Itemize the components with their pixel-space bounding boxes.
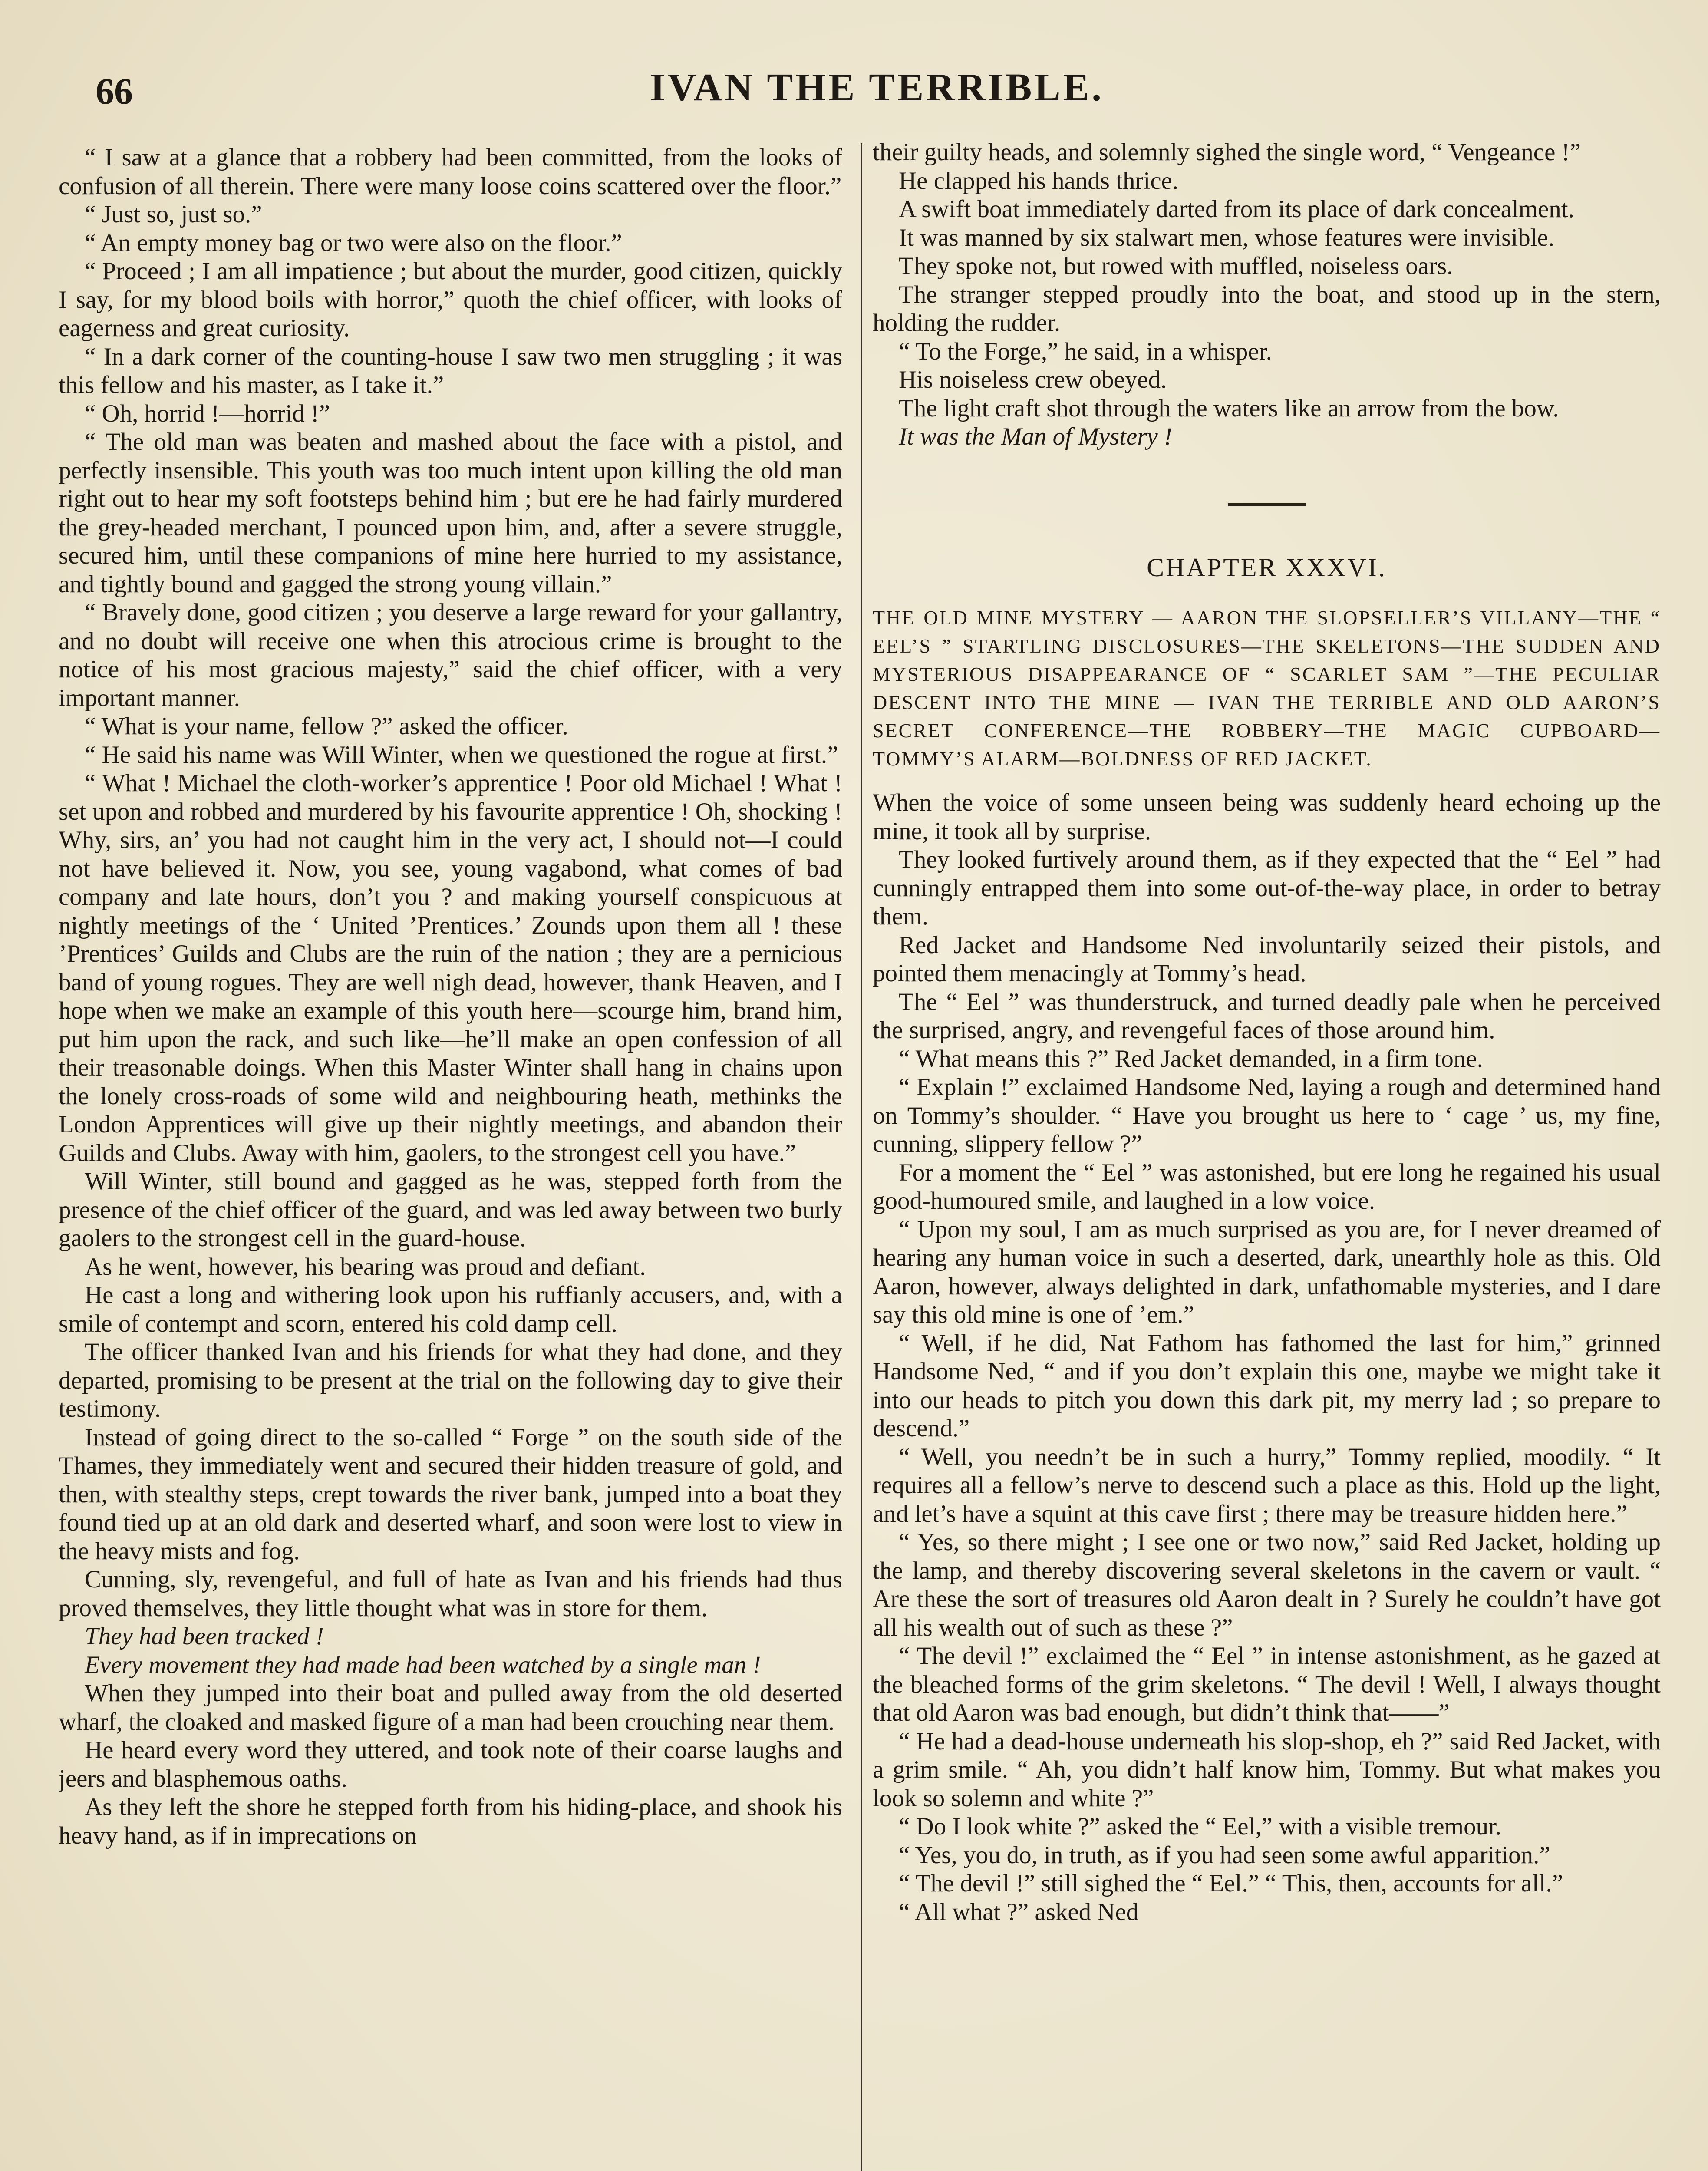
left-column	[59, 143, 842, 2171]
paragraph: “ What means this ?” Red Jacket demanded, in a firm tone.	[899, 1045, 1483, 1072]
right-column-body	[873, 789, 1661, 1926]
paragraph: “ He had a dead-house underneath his slop-shop, eh ?” said Red Jacket, with a grim smile. “ Ah, you didn’t half know him, Tommy. But what makes you look so solemn and white ?”	[873, 1727, 1661, 1812]
paragraph: “ Bravely done, good citizen ; you deserve a large reward for your gallantry, and no doubt will receive one when this atrocious crime is brought to the notice of his most gracious majesty,” said the chief officer, with a very important manner.	[59, 599, 842, 712]
paragraph: They had been tracked !	[85, 1623, 324, 1650]
section-separator	[1228, 503, 1306, 506]
paragraph: “ I saw at a glance that a robbery had been committed, from the looks of confusion of all therein. There were many loose coins scattered over the floor.”	[59, 144, 842, 200]
paragraph: their guilty heads, and solemnly sighed the single word, “ Vengeance !”	[873, 139, 1581, 166]
paragraph: “ Well, if he did, Nat Fathom has fathomed the last for him,” grinned Handsome Ned, “ and if you don’t explain this one, maybe we might take it into our heads to pitch you down this dark pit, my merry lad ; so prepare to descend.”	[873, 1329, 1661, 1442]
paragraph: “ Yes, so there might ; I see one or two now,” said Red Jacket, holding up the lamp, and thereby discovering several skeletons in the cavern or vault. “ Are these the sort of treasures old Aaron dealt in ? Surely he couldn’t have got all his wealth out of such as these ?”	[873, 1528, 1661, 1641]
paragraph: A swift boat immediately darted from its place of dark concealment.	[899, 195, 1574, 223]
paragraph: “ All what ?” asked Ned	[899, 1898, 1139, 1926]
paragraph: “ Yes, you do, in truth, as if you had seen some awful apparition.”	[899, 1841, 1550, 1869]
paragraph: He heard every word they uttered, and took note of their coarse laughs and jeers and blasphemous oaths.	[59, 1736, 842, 1792]
paragraph: He clapped his hands thrice.	[899, 167, 1179, 195]
page-number: 66	[96, 70, 133, 112]
paragraph: “ An empty money bag or two were also on the floor.”	[85, 229, 622, 257]
paragraph: When they jumped into their boat and pulled away from the old deserted wharf, the cloaked and masked figure of a man had been crouching near them.	[59, 1679, 842, 1735]
paragraph: “ The devil !” still sighed the “ Eel.” “ This, then, accounts for all.”	[899, 1870, 1563, 1897]
paragraph: The stranger stepped proudly into the boat, and stood up in the stern, holding the rudder.	[873, 280, 1661, 337]
paragraph: “ He said his name was Will Winter, when we questioned the rogue at first.”	[85, 741, 838, 769]
paragraph: As they left the shore he stepped forth from his hiding-place, and shook his heavy hand, as if in imprecations on	[59, 1793, 842, 1849]
chapter-heading: CHAPTER XXXVI.	[1147, 553, 1387, 582]
paragraph: “ Proceed ; I am all impatience ; but about the murder, good citizen, quickly I say, for my blood boils with horror,” quoth the chief officer, with looks of eagerness and great curiosity.	[59, 257, 842, 342]
paragraph: He cast a long and withering look upon his ruffianly accusers, and, with a smile of contempt and scorn, entered his cold damp cell.	[59, 1281, 842, 1337]
paragraph: “ Do I look white ?” asked the “ Eel,” with a visible tremour.	[899, 1813, 1502, 1840]
paragraph: They spoke not, but rowed with muffled, noiseless oars.	[899, 252, 1453, 280]
paragraph: “ The devil !” exclaimed the “ Eel ” in intense astonishment, as he gazed at the bleached forms of the grim skeletons. “ The devil ! Well, I always thought that old Aaron was bad enough, but didn’t think that——”	[873, 1642, 1661, 1726]
paragraph: “ Well, you needn’t be in such a hurry,” Tommy replied, moodily. “ It requires all a fellow’s nerve to descend such a place as this. Hold up the light, and let’s have a squint at this cave first ; there may be treasure hidden here.”	[873, 1443, 1661, 1528]
chapter-synopsis: THE OLD MINE MYSTERY — AARON THE SLOPSELLER’S VILLANY—THE “ EEL’S ” STARTLING DISCLOSURES—THE SKELETONS—THE SUDDEN AND MYSTERIOUS DISAPPEARANCE OF “ SCARLET SAM ”—THE PECULIAR DESCENT INTO THE MINE — IVAN THE TERRIBLE AND OLD AARON’S SECRET CONFERENCE—THE ROBBERY—THE MAGIC CUPBOARD—TOMMY’S ALARM—BOLDNESS OF RED JACKET.	[873, 607, 1661, 770]
paragraph: “ To the Forge,” he said, in a whisper.	[899, 337, 1272, 365]
paragraph: “ Just so, just so.”	[85, 201, 262, 228]
paragraph: The officer thanked Ivan and his friends for what they had done, and they departed, promising to be present at the trial on the following day to give their testimony.	[59, 1338, 842, 1422]
paragraph: “ What ! Michael the cloth-worker’s apprentice ! Poor old Michael ! What ! set upon and robbed and murdered by his favourite apprentice ! Oh, shocking ! Why, sirs, an’ you had not caught him in the very act, I should not—I could not have believed it. Now, you see, young vagabond, what comes of bad company and late hours, don’t you ? and making yourself conspicuous at nightly meetings of the ‘ United ’Prentices.’ Zounds upon them all ! these ’Prentices’ Guilds and Clubs are the ruin of the nation ; they are a pernicious band of young rogues. They are well nigh dead, however, thank Heaven, and I hope when we make an example of this youth here—scourge him, brand him, put him upon the rack, and such like—he’ll make an open confession of all their treasonable doings. When this Master Winter shall hang in chains upon the lonely cross-roads of some wild and neighbouring heath, methinks the London Apprentices will give up their nightly meetings, and abandon their Guilds and Clubs. Away with him, gaolers, to the strongest cell you have.”	[59, 769, 842, 1167]
paragraph: “ What is your name, fellow ?” asked the officer.	[85, 713, 568, 740]
paragraph: Every movement they had made had been watched by a single man !	[85, 1651, 761, 1679]
page-header	[87, 65, 1667, 117]
paragraph: When the voice of some unseen being was suddenly heard echoing up the mine, it took all by surprise.	[873, 789, 1661, 845]
paragraph: “ In a dark corner of the counting-house I saw two men struggling ; it was this fellow and his master, as I take it.”	[59, 343, 842, 399]
paragraph: It was manned by six stalwart men, whose features were invisible.	[899, 224, 1555, 251]
paragraph: As he went, however, his bearing was proud and defiant.	[85, 1253, 646, 1280]
paragraph: It was the Man of Mystery !	[899, 423, 1173, 450]
paragraph: They looked furtively around them, as if they expected that the “ Eel ” had cunningly entrapped them into some out-of-the-way place, in order to betray them.	[873, 846, 1661, 930]
paragraph: Instead of going direct to the so-called “ Forge ” on the south side of the Thames, they immediately went and secured their hidden treasure of gold, and then, with stealthy steps, crept towards the river bank, jumped into a boat they found tied up at an old dark and deserted wharf, and soon were lost to view in the heavy mists and fog.	[59, 1423, 842, 1565]
paragraph: The light craft shot through the waters like an arrow from the bow.	[899, 394, 1559, 422]
paragraph: “ The old man was beaten and mashed about the face with a pistol, and perfectly insensible. This youth was too much intent upon killing the old man right out to hear my soft footsteps behind him ; but ere he had fairly murdered the grey-headed merchant, I pounced upon him, and, after a severe struggle, secured him, until these companions of mine here hurried to my assistance, and tightly bound and gagged the strong young villain.”	[59, 428, 842, 598]
right-column	[873, 138, 1661, 2171]
paragraph: “ Explain !” exclaimed Handsome Ned, laying a rough and determined hand on Tommy’s shoulder. “ Have you brought us here to ‘ cage ’ us, my fine, cunning, slippery fellow ?”	[873, 1073, 1661, 1158]
paragraph: For a moment the “ Eel ” was astonished, but ere long he regained his usual good-humoured smile, and laughed in a low voice.	[873, 1158, 1661, 1214]
paragraph: Cunning, sly, revengeful, and full of hate as Ivan and his friends had thus proved themselves, they little thought what was in store for them.	[59, 1566, 842, 1622]
paragraph: Red Jacket and Handsome Ned involuntarily seized their pistols, and pointed them menacingly at Tommy’s head.	[873, 931, 1661, 987]
column-divider	[861, 143, 862, 2171]
right-column-top	[873, 138, 1661, 451]
running-title: IVAN THE TERRIBLE.	[650, 66, 1104, 109]
paragraph: Will Winter, still bound and gagged as he was, stepped forth from the presence of the chief officer of the guard, and was led away between two burly gaolers to the strongest cell in the guard-house.	[59, 1168, 842, 1252]
paragraph: The “ Eel ” was thunderstruck, and turned deadly pale when he perceived the surprised, angry, and revengeful faces of those around him.	[873, 988, 1661, 1044]
paragraph: “ Upon my soul, I am as much surprised as you are, for I never dreamed of hearing any human voice in such a deserted, dark, unearthly hole as this. Old Aaron, however, always delighted in dark, unfathomable mysteries, and I dare say this old mine is one of ’em.”	[873, 1215, 1661, 1328]
paragraph: “ Oh, horrid !—horrid !”	[85, 399, 330, 427]
paragraph: His noiseless crew obeyed.	[899, 366, 1167, 393]
